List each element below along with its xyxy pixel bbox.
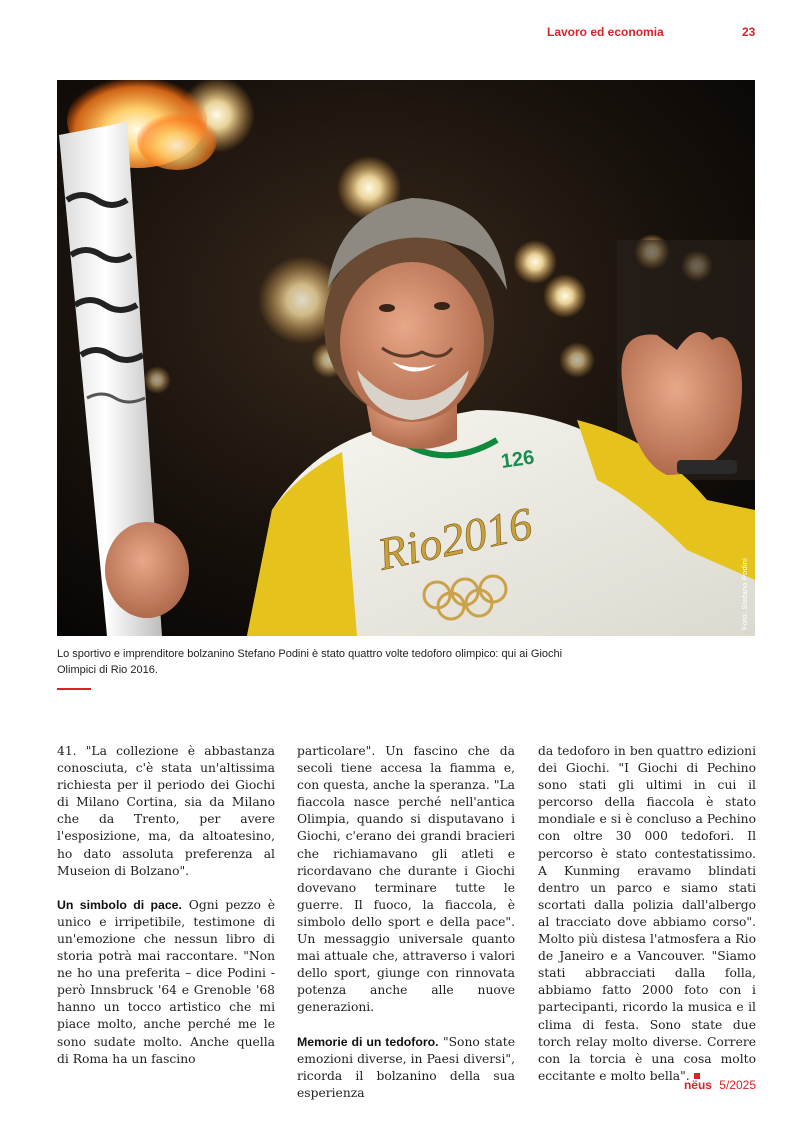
paragraph-text: da tedoforo in ben quattro edizioni dei Giochi. "I Giochi di Pechino sono stati gli ultimi in cui il percorso della fiaccola è stato mondiale e si è concluso a Pechino con oltre 30 000 tedofori. Il percorso è stato contestatissimo. A Kunming eravamo blindati dentro un parco e siamo stati scortati dalla polizia dall'albergo al tracciato dove abbiamo corso". Molto più distesa l'atmosfera a Rio de Janeiro e a Vancouver. "Siamo stati abbracciati dalla folla, abbiamo fatto 2000 foto con i partecipanti, ricordo la musica e il clima di festa. Sono state due torch relay molto diverse. Correre con la torcia è una cosa molto eccitante e molto bella". — [538, 744, 756, 1083]
subheading-peace: Un simbolo di pace. — [57, 897, 182, 912]
paragraph: particolare". Un fascino che da secoli tiene accesa la fiamma e, con questa, anche la speranza. "La fiaccola nasce perché nell'antica Olimpia, quando si disputavano i Giochi, c'erano dei grandi bracieri che richiamavano gli atleti e ricordavano che durante i Giochi dovevano terminare tutte le guerre. Il fuoco, la fiaccola, è simbolo dello sport e della pace". Un messaggio universale quanto mai attuale che, attraverso i valori dello sport, giunge con rinnovata potenza anche alle nuove generazioni. — [297, 744, 515, 1015]
paragraph-text: Ogni pezzo è unico e irripetibile, testimone di un'emozione che nessun libro di storia potrà mai raccontare. "Non ne ho una preferita – dice Podini - però Innsbruck '64 e Grenoble '68 hanno un tocco artistico che mi piace molto, anche perché me le sono sudate molto. Anche quella di Roma ha un fascino — [57, 897, 275, 1066]
page-number: 23 — [742, 25, 756, 39]
article-column-2 — [297, 743, 515, 1102]
paragraph-memories — [297, 1034, 515, 1102]
section-title: Lavoro ed economia — [547, 25, 664, 39]
paragraph-final — [538, 743, 756, 1085]
paragraph-peace — [57, 897, 275, 1068]
paragraph: 41. "La collezione è abbastanza conosciuta, c'è stata un'altissima richiesta per il periodo dei Giochi di Milano Cortina, sia da Milano che da Trento, per avere l'esposizione, ma, da altoatesino, ho dato assoluta preferenza al Museion di Bolzano". — [57, 744, 275, 878]
article-column-1 — [57, 743, 275, 1068]
torchbearer-photo — [57, 80, 755, 636]
photo-credit: Foto: Stefano Podini — [740, 558, 749, 630]
paragraph-text: "Sono state emozioni diverse, in Paesi diversi", ricorda il bolzanino della sua esperienza — [297, 1034, 515, 1100]
photo-caption: Lo sportivo e imprenditore bolzanino Stefano Podini è stato quattro volte tedoforo olimpico: qui ai Giochi Olimpici di Rio 2016. — [57, 648, 563, 676]
article-column-3 — [538, 743, 756, 1085]
shirt-logo-text: Rio2016 — [373, 497, 537, 580]
bib-number: 126 — [499, 446, 536, 473]
footer — [684, 1078, 756, 1092]
issue-number: 5/2025 — [719, 1078, 756, 1092]
caption-divider — [57, 688, 91, 690]
subheading-memories: Memorie di un tedoforo. — [297, 1034, 439, 1049]
magazine-brand: nëus — [683, 1078, 712, 1092]
